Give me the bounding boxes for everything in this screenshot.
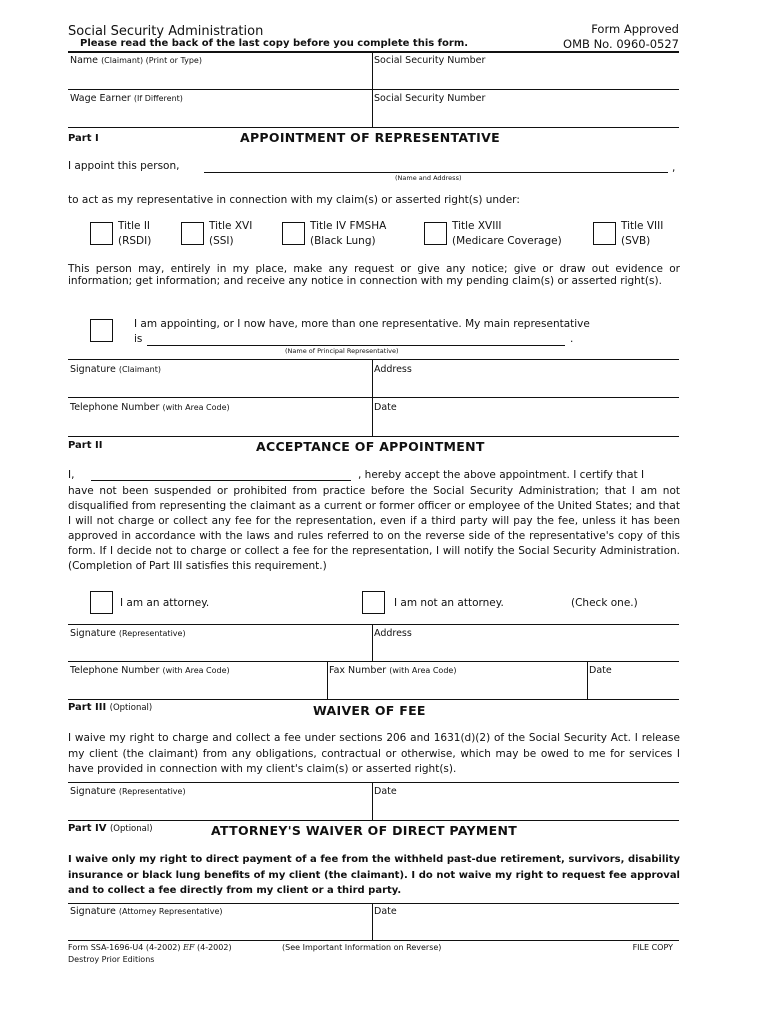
- p4-date-field[interactable]: [374, 918, 677, 938]
- p3-date-field[interactable]: [374, 798, 677, 818]
- claimant-phone-sub: (with Area Code): [162, 403, 230, 412]
- waiver-fee-text: I waive my right to charge and collect a fee under sections 206 and 1631(d)(2) of the Social Security Act. I release my client (the claimant) from any obligations, contractual or otherwise, which may be owed to me for services I have provided in connection with my client's claim(s) or asserted right(s).: [68, 732, 680, 775]
- p3-signature-label: [70, 786, 186, 797]
- rule-p3-b: [68, 820, 679, 821]
- rep-fax-label: [329, 665, 456, 676]
- p2-divider-1: [372, 624, 373, 662]
- title-xvi-checkbox[interactable]: [181, 222, 204, 245]
- p4-signature-sub: (Attorney Representative): [118, 907, 223, 916]
- claimant-address-field[interactable]: [374, 376, 677, 396]
- title-xviii-line1: Title XVIII: [452, 220, 502, 232]
- ef-date: (4-2002): [196, 943, 232, 952]
- rep-phone-sub: (with Area Code): [162, 666, 230, 675]
- title-iv-line1: Title IV FMSHA: [310, 220, 387, 232]
- claimant-date-label: Date: [374, 402, 397, 413]
- name-address-caption: (Name and Address): [395, 174, 462, 182]
- part3-label: [68, 702, 152, 713]
- rule-p1-a: [68, 359, 679, 360]
- appoint-comma: ,: [672, 162, 676, 174]
- rep-signature-sub: (Representative): [118, 629, 186, 638]
- omb-number: OMB No. 0960-0527: [563, 37, 679, 51]
- title-iv-checkbox[interactable]: [282, 222, 305, 245]
- rule-p2-a: [68, 624, 679, 625]
- ssn1-field[interactable]: [374, 66, 677, 88]
- p3-date-label: Date: [374, 786, 397, 797]
- act-text: to act as my representative in connection with my claim(s) or asserted right(s) under:: [68, 194, 520, 206]
- claimant-phone-text: Telephone Number: [70, 402, 160, 413]
- title-iv-line2: (Black Lung): [310, 234, 376, 247]
- top-divider: [372, 52, 373, 128]
- multiple-rep-checkbox[interactable]: [90, 319, 113, 342]
- title-xviii-label: [452, 220, 562, 247]
- rep-phone-label: [70, 665, 230, 676]
- part1-title: APPOINTMENT OF REPRESENTATIVE: [240, 130, 500, 145]
- part4-title: ATTORNEY'S WAIVER OF DIRECT PAYMENT: [211, 823, 518, 838]
- p1-divider: [372, 359, 373, 437]
- claimant-phone-label: [70, 402, 230, 413]
- title-xvi-label: [209, 220, 252, 247]
- rule-p2-c: [68, 699, 679, 700]
- multiple-rep-text: I am appointing, or I now have, more than one representative. My main representative: [134, 318, 590, 330]
- accept-first-line: , hereby accept the above appointment. I certify that I: [358, 469, 645, 481]
- title-viii-checkbox[interactable]: [593, 222, 616, 245]
- rep-signature-text: Signature: [70, 628, 116, 639]
- rule-p1-b: [68, 397, 679, 398]
- part1-label: Part I: [68, 133, 99, 144]
- form-approved: Form Approved: [591, 22, 679, 36]
- agency-name: Social Security Administration: [68, 24, 264, 39]
- claimant-signature-field[interactable]: [68, 376, 370, 396]
- accept-i: I,: [68, 469, 75, 481]
- ef-mark: EF: [183, 943, 195, 952]
- attorney-waiver-text: I waive only my right to direct payment of a fee from the withheld past-due retirement, survivors, disability insurance or black lung benefits of my client (the claimant). I do not waive my right to request fee approval and to collect a fee directly from my client or a third party.: [68, 854, 680, 896]
- rep-address-field[interactable]: [374, 640, 677, 660]
- part3-label-text: Part III: [68, 702, 107, 713]
- wage-label-text: Wage Earner: [70, 93, 131, 104]
- is-text: is: [134, 333, 143, 345]
- p2-divider-3: [587, 661, 588, 699]
- rep-fax-field[interactable]: [329, 677, 585, 697]
- rep-address-label: Address: [374, 628, 412, 639]
- claimant-signature-text: Signature: [70, 364, 116, 375]
- rep-phone-field[interactable]: [68, 677, 325, 697]
- ssn2-label: Social Security Number: [374, 93, 486, 104]
- rule-p4-a: [68, 903, 679, 904]
- attorney-label: I am an attorney.: [120, 597, 210, 609]
- p3-signature-sub: (Representative): [118, 787, 186, 796]
- part3-title: WAIVER OF FEE: [313, 703, 426, 718]
- not-attorney-checkbox[interactable]: [362, 591, 385, 614]
- appoint-name-line[interactable]: [204, 172, 668, 173]
- title-iv-label: [310, 220, 386, 247]
- p4-signature-text: Signature: [70, 906, 116, 917]
- p3-signature-text: Signature: [70, 786, 116, 797]
- wage-label: [70, 93, 183, 104]
- destroy-prior: Destroy Prior Editions: [68, 955, 155, 964]
- ssn1-label: Social Security Number: [374, 55, 486, 66]
- rep-name-line[interactable]: [91, 480, 351, 481]
- rule-p1-c: [68, 436, 679, 437]
- rep-signature-label: [70, 628, 186, 639]
- rule-p4-b: [68, 940, 679, 941]
- claimant-signature-sub: (Claimant): [118, 365, 161, 374]
- rep-phone-text: Telephone Number: [70, 665, 160, 676]
- p4-signature-label: [70, 906, 222, 917]
- p2-divider-2: [327, 661, 328, 699]
- title-xviii-checkbox[interactable]: [424, 222, 447, 245]
- principal-caption: (Name of Principal Representative): [285, 347, 399, 355]
- title-ii-checkbox[interactable]: [90, 222, 113, 245]
- title-ii-line1: Title II: [118, 220, 151, 232]
- form-number: [68, 943, 232, 952]
- p4-date-label: Date: [374, 906, 397, 917]
- part4-label: [68, 823, 153, 834]
- p3-signature-field[interactable]: [68, 798, 370, 818]
- ssn2-field[interactable]: [374, 104, 677, 126]
- form-number-text: Form SSA-1696-U4 (4-2002): [68, 943, 181, 952]
- part2-title: ACCEPTANCE OF APPOINTMENT: [256, 439, 485, 454]
- name-label-sub: (Claimant) (Print or Type): [101, 56, 202, 65]
- claimant-signature-label: [70, 364, 161, 375]
- title-xvi-line1: Title XVI: [209, 220, 253, 232]
- rep-fax-text: Fax Number: [329, 665, 387, 676]
- p4-divider: [372, 903, 373, 941]
- accept-body: have not been suspended or prohibited from practice before the Social Security Administration; that I am not disqualified from representing the claimant as a current or former officer or employee of the United States; and that I will not charge or collect any fee for the representation, even if a third party will pay the fee, unless it has been approved in accordance with the laws and rules referred to on the reverse side of the representative's copy of this form. If I decide not to charge or collect a fee for the representation, I will notify the Social Security Administration. (Completion of Part III satisfies this requirement.): [68, 485, 680, 572]
- title-viii-line2: (SVB): [621, 234, 651, 247]
- part4-label-text: Part IV: [68, 823, 107, 834]
- file-copy: FILE COPY: [632, 943, 673, 952]
- title-viii-line1: Title VIII: [621, 220, 664, 232]
- rep-fax-sub: (with Area Code): [389, 666, 457, 675]
- title-ii-label: [118, 220, 151, 247]
- attorney-checkbox[interactable]: [90, 591, 113, 614]
- p3-divider: [372, 782, 373, 820]
- appoint-text: I appoint this person,: [68, 160, 180, 172]
- title-viii-label: [621, 220, 663, 247]
- title-xviii-line2: (Medicare Coverage): [452, 234, 562, 247]
- wage-field[interactable]: [68, 104, 370, 126]
- claimant-address-label: Address: [374, 364, 412, 375]
- see-info: (See Important Information on Reverse): [282, 943, 442, 952]
- name-field[interactable]: [68, 66, 370, 88]
- rep-date-label: Date: [589, 665, 612, 676]
- wage-label-sub: (If Different): [133, 94, 183, 103]
- principal-rep-line[interactable]: [147, 345, 565, 346]
- name-label-text: Name: [70, 55, 99, 66]
- name-label: [70, 55, 202, 66]
- title-ii-line2: (RSDI): [118, 234, 152, 247]
- instruction-text: Please read the back of the last copy before you complete this form.: [80, 38, 469, 49]
- part4-optional: (Optional): [109, 824, 153, 834]
- check-one-label: (Check one.): [571, 597, 638, 609]
- header-rule: [68, 51, 679, 53]
- rule-p3-a: [68, 782, 679, 783]
- rule-top-1: [68, 89, 679, 90]
- authority-text: This person may, entirely in my place, make any request or give any notice; give or draw out evidence or information; get information; and receive any notice in connection with my pending claim(s) or asserted right(s).: [68, 263, 680, 287]
- rule-top-2: [68, 127, 679, 128]
- principal-period: .: [570, 333, 574, 345]
- part3-optional: (Optional): [109, 703, 153, 713]
- not-attorney-label: I am not an attorney.: [394, 597, 504, 609]
- rep-date-field[interactable]: [589, 677, 677, 697]
- title-xvi-line2: (SSI): [209, 234, 234, 247]
- rep-signature-field[interactable]: [68, 640, 370, 660]
- claimant-phone-field[interactable]: [68, 414, 370, 434]
- claimant-date-field[interactable]: [374, 414, 677, 434]
- p4-signature-field[interactable]: [68, 918, 370, 938]
- part2-label: Part II: [68, 440, 103, 451]
